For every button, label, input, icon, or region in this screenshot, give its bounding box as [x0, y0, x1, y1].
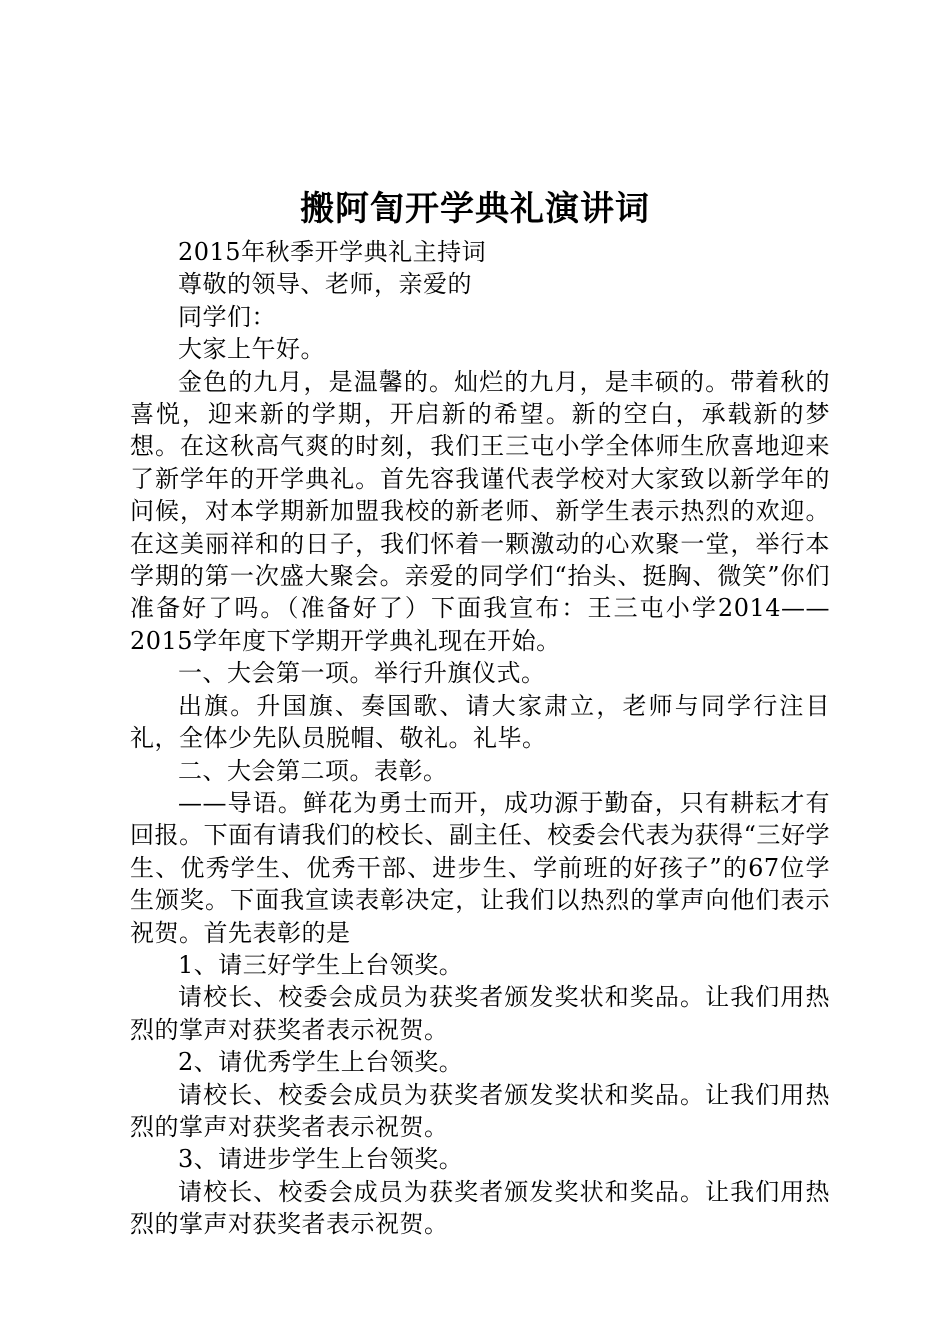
paragraph-award-1-text: 请校长、校委会成员为获奖者颁发奖状和奖品。让我们用热烈的掌声对获奖者表示祝贺。: [130, 983, 830, 1044]
paragraph-salutation: 尊敬的领导、老师，亲爱的: [178, 270, 472, 299]
paragraph-award-2-text: 请校长、校委会成员为获奖者颁发奖状和奖品。让我们用热烈的掌声对获奖者表示祝贺。: [130, 1080, 830, 1141]
paragraph-salutation-cont: 同学们：: [178, 302, 276, 331]
paragraph-item-two: 二、大会第二项。表彰。: [178, 756, 448, 785]
document-title: 搬阿訇开学典礼演讲词: [300, 189, 650, 229]
paragraph-award-3: 3、请进步学生上台领奖。: [178, 1145, 464, 1174]
paragraph-award-1: 1、请三好学生上台领奖。: [178, 950, 464, 979]
paragraph-opening: 金色的九月，是温馨的。灿烂的九月，是丰硕的。带着秋的喜悦，迎来新的学期，开启新的希望。新的空白，承载新的梦想。在这秋高气爽的时刻，我们王三屯小学全体师生欣喜地迎来了新学年的开学典礼。首先容我谨代表学校对大家致以新学年的问候，对本学期新加盟我校的新老师、新学生表示热烈的欢迎。在这美丽祥和的日子，我们怀着一颗激动的心欢聚一堂，举行本学期的第一次盛大聚会。亲爱的同学们“抬头、挺胸、微笑”你们准备好了吗。（准备好了）下面我宣布：王三屯小学2014——2015学年度下学期开学典礼现在开始。: [130, 367, 830, 655]
paragraph-intro: ——导语。鲜花为勇士而开，成功源于勤奋，只有耕耘才有回报。下面有请我们的校长、副主任、校委会代表为获得“三好学生、优秀学生、优秀干部、进步生、学前班的好孩子”的67位学生颁奖。下面我宣读表彰决定，让我们以热烈的掌声向他们表示祝贺。首先表彰的是: [130, 788, 830, 947]
document-body: [130, 236, 830, 1241]
paragraph-item-one: 一、大会第一项。举行升旗仪式。: [178, 659, 546, 688]
paragraph-greeting: 大家上午好。: [178, 335, 325, 364]
paragraph-heading: 2015年秋季开学典礼主持词: [178, 238, 487, 266]
paragraph-flag-ceremony: 出旗。升国旗、奏国歌、请大家肃立，老师与同学行注目礼，全体少先队员脱帽、敬礼。礼毕。: [130, 691, 830, 753]
paragraph-award-2: 2、请优秀学生上台领奖。: [178, 1048, 464, 1077]
paragraph-award-3-text: 请校长、校委会成员为获奖者颁发奖状和奖品。让我们用热烈的掌声对获奖者表示祝贺。: [130, 1177, 830, 1239]
